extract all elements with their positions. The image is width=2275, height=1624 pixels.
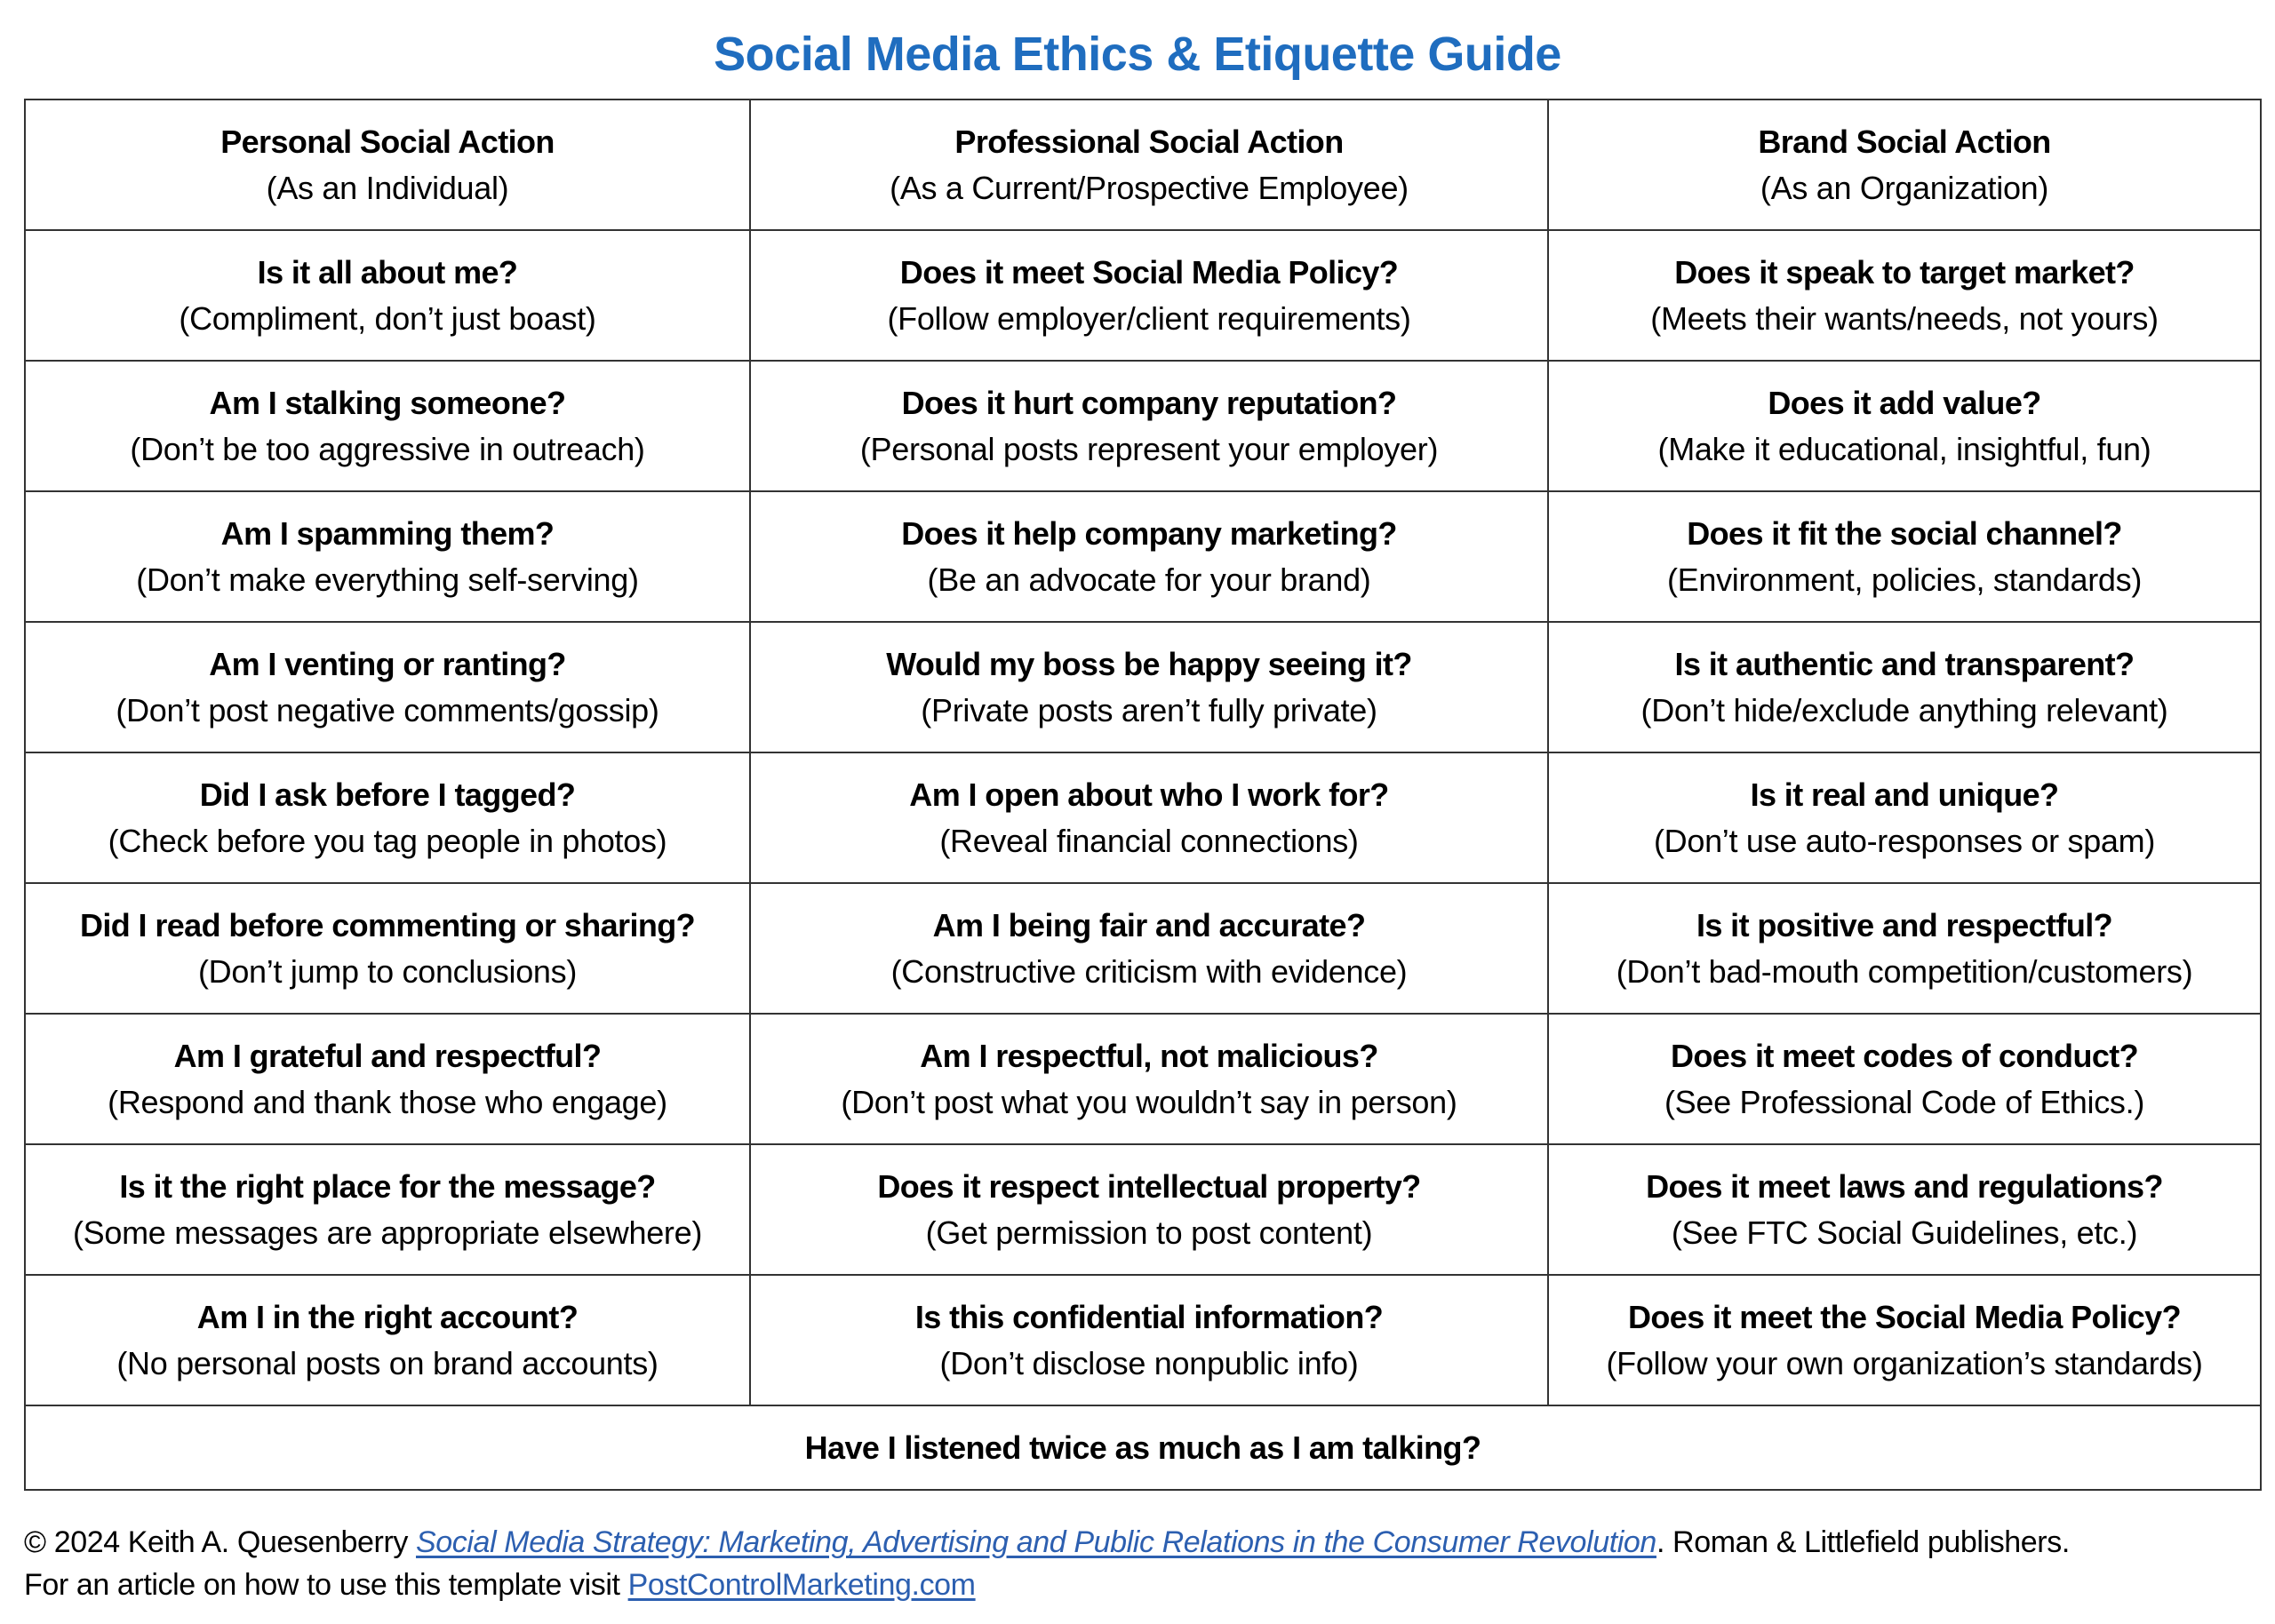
cell-hint: (Meets their wants/needs, not yours) (1650, 299, 2159, 337)
cell-hint: (Don’t hide/exclude anything relevant) (1640, 691, 2168, 728)
cell-question: Is it positive and respectful? (1696, 906, 2113, 943)
cell-hint: (Check before you tag people in photos) (108, 822, 667, 859)
table-cell (750, 361, 1548, 491)
header-professional (750, 100, 1548, 230)
table-row (25, 1144, 2261, 1275)
table-cell (1548, 622, 2261, 752)
cell-hint: (Some messages are appropriate elsewhere) (72, 1214, 703, 1251)
header-personal (25, 100, 750, 230)
cell-question: Does it meet Social Media Policy? (899, 253, 1399, 291)
cell-question: Am I being fair and accurate? (932, 906, 1366, 943)
ethics-guide-table (24, 99, 2262, 1491)
cell-question: Is it real and unique? (1750, 776, 2059, 813)
cell-question: Does it meet laws and regulations? (1646, 1167, 2163, 1205)
table-row (25, 883, 2261, 1014)
cell-hint: (Don’t post negative comments/gossip) (116, 691, 659, 728)
cell-hint: (No personal posts on brand accounts) (116, 1344, 659, 1381)
cell-hint: (Reveal financial connections) (939, 822, 1359, 859)
table-cell (25, 752, 750, 883)
table-cell (1548, 752, 2261, 883)
cell-hint: (Don’t post what you wouldn’t say in person) (841, 1083, 1457, 1120)
final-question-cell (25, 1405, 2261, 1490)
table-cell (25, 361, 750, 491)
cell-question: Does it speak to target market? (1674, 253, 2135, 291)
header-row (25, 100, 2261, 230)
table-cell (25, 1014, 750, 1144)
table-cell (750, 622, 1548, 752)
cell-question: Did I ask before I tagged? (199, 776, 576, 813)
cell-question: Is it the right place for the message? (119, 1167, 656, 1205)
publisher-text: . Roman & Littlefield publishers. (1656, 1525, 2070, 1559)
copyright-text: © 2024 Keith A. Quesenberry (24, 1525, 417, 1559)
cell-hint: (Don’t make everything self-serving) (136, 561, 639, 598)
table-cell (1548, 1144, 2261, 1275)
table-row (25, 622, 2261, 752)
cell-hint: (Personal posts represent your employer) (859, 430, 1439, 467)
cell-question: Does it hurt company reputation? (901, 384, 1397, 421)
table-cell (750, 883, 1548, 1014)
table-cell (750, 1275, 1548, 1405)
cell-question: Am I grateful and respectful? (173, 1037, 602, 1074)
table-cell (25, 491, 750, 622)
cell-hint: (See Professional Code of Ethics.) (1664, 1083, 2145, 1120)
table-cell (750, 491, 1548, 622)
cell-hint: (Make it educational, insightful, fun) (1657, 430, 2151, 467)
cell-question: Am I stalking someone? (209, 384, 566, 421)
cell-question: Does it fit the social channel? (1687, 514, 2122, 552)
table-cell (25, 622, 750, 752)
cell-question: Am I in the right account? (196, 1298, 579, 1335)
cell-question: Does it help company marketing? (901, 514, 1397, 552)
cell-question: Would my boss be happy seeing it? (886, 645, 1412, 682)
header-brand (1548, 100, 2261, 230)
table-row (25, 230, 2261, 361)
book-link[interactable]: Social Media Strategy: Marketing, Advertising and Public Relations in the Consumer Revolution (416, 1525, 1656, 1559)
cell-question: Did I read before commenting or sharing? (79, 906, 696, 943)
table-cell (25, 230, 750, 361)
cell-hint: (Don’t disclose nonpublic info) (939, 1344, 1359, 1381)
copyright-line (24, 1521, 2272, 1564)
cell-hint: (Private posts aren’t fully private) (921, 691, 1377, 728)
table-cell (750, 752, 1548, 883)
article-text: For an article on how to use this template visit (24, 1568, 628, 1602)
cell-question: Am I open about who I work for? (909, 776, 1389, 813)
cell-hint: (Follow employer/client requirements) (887, 299, 1411, 337)
cell-question: Does it respect intellectual property? (877, 1167, 1421, 1205)
cell-hint: (Get permission to post content) (925, 1214, 1373, 1251)
cell-hint: (Environment, policies, standards) (1666, 561, 2143, 598)
table-row (25, 491, 2261, 622)
cell-question: Does it meet the Social Media Policy? (1628, 1298, 2181, 1335)
table-cell (1548, 230, 2261, 361)
cell-hint: (Constructive criticism with evidence) (890, 952, 1408, 990)
cell-question: Am I respectful, not malicious? (920, 1037, 1378, 1074)
footer (24, 1521, 2272, 1606)
table-row (25, 1014, 2261, 1144)
article-line (24, 1564, 2272, 1606)
final-row (25, 1405, 2261, 1490)
cell-question: Is this confidential information? (914, 1298, 1384, 1335)
cell-question: Does it add value? (1768, 384, 2041, 421)
cell-question: Am I spamming them? (220, 514, 555, 552)
cell-hint: (Respond and thank those who engage) (108, 1083, 667, 1120)
table-row (25, 752, 2261, 883)
table-cell (25, 1144, 750, 1275)
cell-question: Is it all about me? (257, 253, 518, 291)
cell-hint: (Be an advocate for your brand) (927, 561, 1371, 598)
cell-hint: (Follow your own organization’s standards) (1606, 1344, 2203, 1381)
table-cell (25, 883, 750, 1014)
header-subtitle: (As an Individual) (266, 169, 509, 206)
final-question: Have I listened twice as much as I am talking? (804, 1429, 1481, 1466)
header-title: Personal Social Action (220, 123, 555, 160)
cell-hint: (Don’t be too aggressive in outreach) (130, 430, 645, 467)
cell-hint: (Don’t jump to conclusions) (197, 952, 578, 990)
table-cell (750, 230, 1548, 361)
table-cell (1548, 1014, 2261, 1144)
cell-hint: (Compliment, don’t just boast) (179, 299, 596, 337)
table-cell (750, 1144, 1548, 1275)
table-cell (1548, 1275, 2261, 1405)
table-row (25, 361, 2261, 491)
header-subtitle: (As an Organization) (1760, 169, 2049, 206)
header-title: Professional Social Action (954, 123, 1344, 160)
cell-question: Am I venting or ranting? (209, 645, 566, 682)
page-title: Social Media Ethics & Etiquette Guide (714, 28, 1561, 81)
table-cell (1548, 491, 2261, 622)
cell-hint: (See FTC Social Guidelines, etc.) (1671, 1214, 2138, 1251)
header-title: Brand Social Action (1758, 123, 2051, 160)
cell-hint: (Don’t bad-mouth competition/customers) (1616, 952, 2193, 990)
cell-question: Does it meet codes of conduct? (1670, 1037, 2139, 1074)
cell-question: Is it authentic and transparent? (1674, 645, 2135, 682)
cell-hint: (Don’t use auto-responses or spam) (1653, 822, 2156, 859)
table-cell (25, 1275, 750, 1405)
table-cell (1548, 361, 2261, 491)
table-row (25, 1275, 2261, 1405)
table-cell (1548, 883, 2261, 1014)
header-subtitle: (As a Current/Prospective Employee) (890, 169, 1409, 206)
site-link[interactable]: PostControlMarketing.com (627, 1568, 976, 1602)
table-cell (750, 1014, 1548, 1144)
